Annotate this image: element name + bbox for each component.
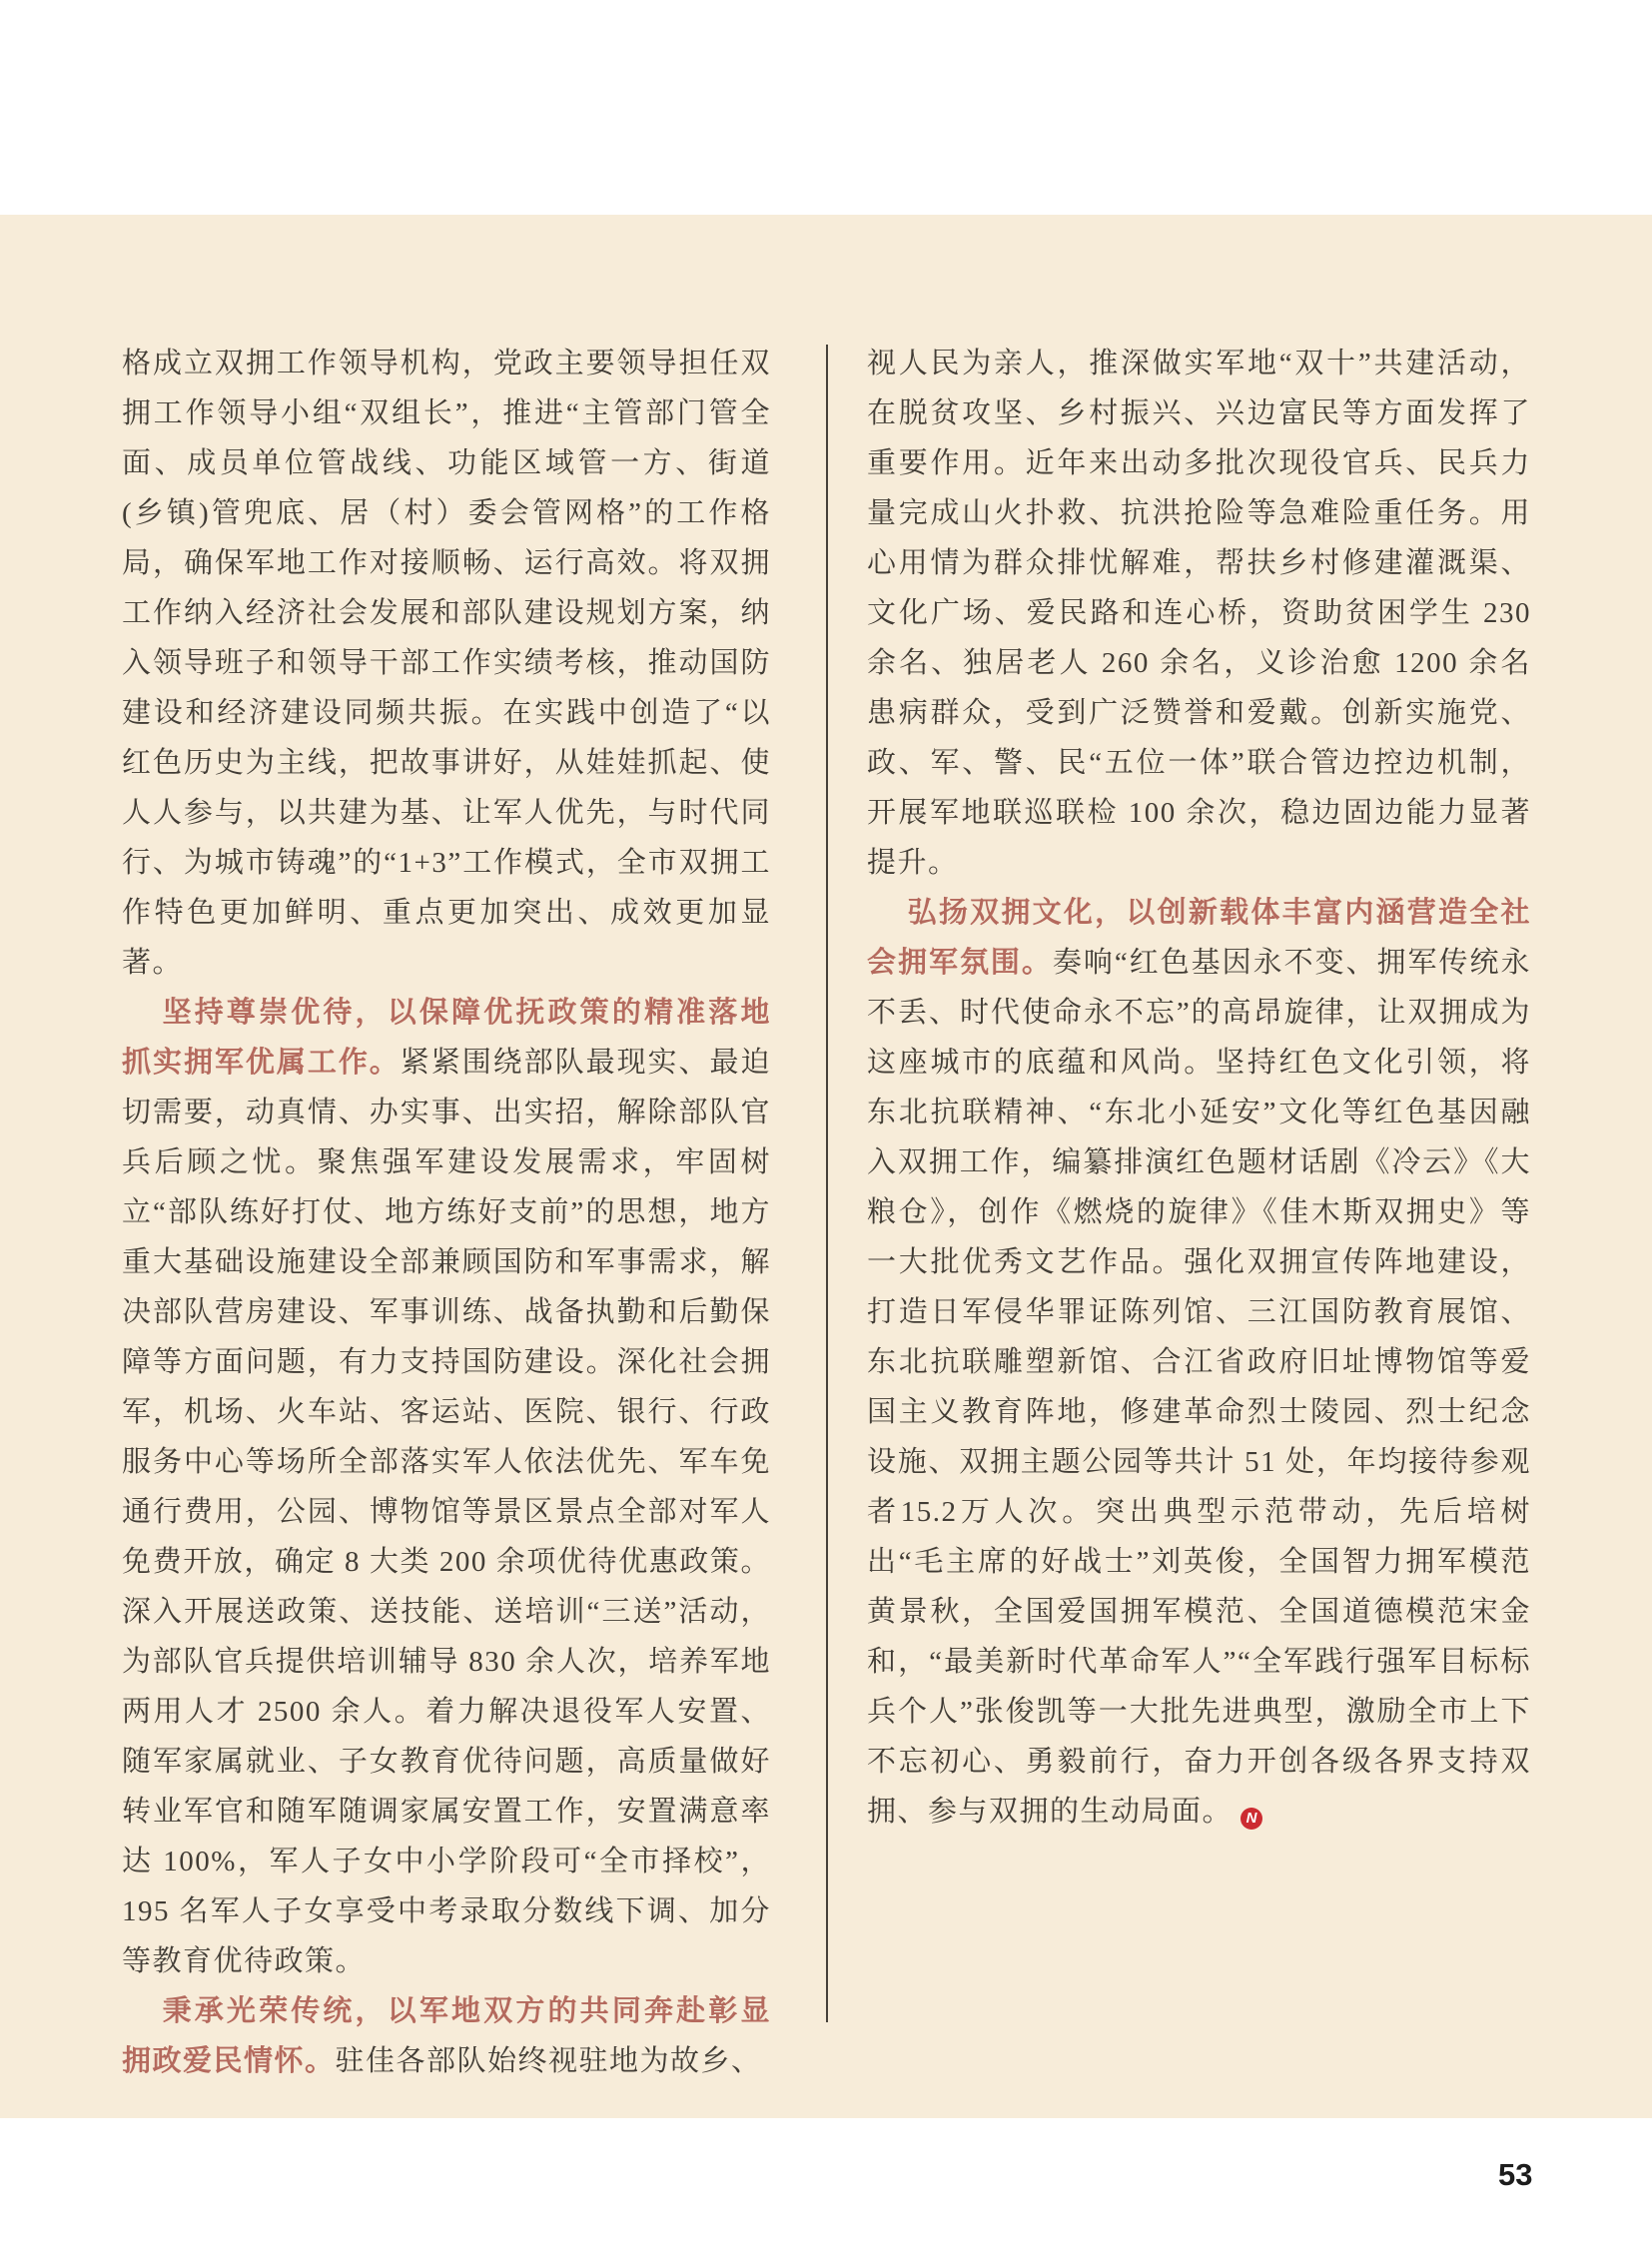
paragraph: 视人民为亲人，推深做实军地“双十”共建活动，在脱贫攻坚、乡村振兴、兴边富民等方面发挥了重要作用。近年来出动多批次现役官兵、民兵力量完成山火扑救、抗洪抢险等急难险重任务。用心用情为群众排忧解难，帮扶乡村修建灌溉渠、文化广场、爱民路和连心桥，资助贫困学生 230 余名、独居老人 260 余名，义诊治愈 1200 余名患病群众，受到广泛赞誉和爱戴。创新实施党、政、军、警、民“五位一体”联合管边控边机制，开展军地联巡联检 100 余次，稳边固边能力显著提升。 [867, 348, 1531, 879]
left-text-column [122, 339, 771, 2086]
page-number: 53 [1498, 2157, 1533, 2192]
paragraph: 弘扬双拥文化，以创新载体丰富内涵营造全社会拥军氛围。奏响“红色基因永不变、拥军传统永不丢、时代使命永不忘”的高昂旋律，让双拥成为这座城市的底蕴和风尚。坚持红色文化引领，将东北抗联精神、“东北小延安”文化等红色基因融入双拥工作，编纂排演红色题材话剧《冷云》《大粮仓》，创作《燃烧的旋律》《佳木斯双拥史》等一大批优秀文艺作品。强化双拥宣传阵地建设，打造日军侵华罪证陈列馆、三江国防教育展馆、东北抗联雕塑新馆、合江省政府旧址博物馆等爱国主义教育阵地，修建革命烈士陵园、烈士纪念设施、双拥主题公园等共计 51 处，年均接待参观者15.2万人次。突出典型示范带动，先后培树出“毛主席的好战士”刘英俊，全国智力拥军模范黄景秋，全国爱国拥军模范、全国道德模范宋金和，“最美新时代革命军人”“全军践行强军目标标兵个人”张俊凯等一大批先进典型，激励全市上下不忘初心、勇毅前行，奋力开创各级各界支持双拥、参与双拥的生动局面。 N [867, 897, 1531, 1828]
bottom-margin-band [0, 2118, 1652, 2241]
paragraph: 坚持尊崇优待，以保障优抚政策的精准落地抓实拥军优属工作。紧紧围绕部队最现实、最迫切需要，动真情、办实事、出实招，解除部队官兵后顾之忧。聚焦强军建设发展需求，牢固树立“部队练好打仗、地方练好支前”的思想，地方重大基础设施建设全部兼顾国防和军事需求，解决部队营房建设、军事训练、战备执勤和后勤保障等方面问题，有力支持国防建设。深化社会拥军，机场、火车站、客运站、医院、银行、行政服务中心等场所全部落实军人依法优先、军车免通行费用，公园、博物馆等景区景点全部对军人免费开放，确定 8 大类 200 余项优待优惠政策。深入开展送政策、送技能、送培训“三送”活动，为部队官兵提供培训辅导 830 余人次，培养军地两用人才 2500 余人。着力解决退役军人安置、随军家属就业、子女教育优待问题，高质量做好转业军官和随军随调家属安置工作，安置满意率达 100%，军人子女中小学阶段可“全市择校”，195 名军人子女享受中考录取分数线下调、加分等教育优待政策。 [122, 997, 771, 1977]
paragraph-lead-heading: 秉承光荣传统，以军地双方的共同奔赴彰显拥政爱民情怀。 [122, 1995, 771, 2077]
paragraph: 秉承光荣传统，以军地双方的共同奔赴彰显拥政爱民情怀。驻佳各部队始终视驻地为故乡、 [122, 1995, 771, 2077]
end-of-article-icon: N [1240, 1808, 1262, 1830]
paragraph-lead-heading: 弘扬双拥文化，以创新载体丰富内涵营造全社会拥军氛围。 [867, 897, 1531, 979]
top-margin-band [0, 0, 1652, 215]
right-text-column [867, 339, 1531, 1837]
paragraph: 格成立双拥工作领导机构，党政主要领导担任双拥工作领导小组“双组长”，推进“主管部门管全面、成员单位管战线、功能区域管一方、街道(乡镇)管兜底、居（村）委会管网格”的工作格局，确保军地工作对接顺畅、运行高效。将双拥工作纳入经济社会发展和部队建设规划方案，纳入领导班子和领导干部工作实绩考核，推动国防建设和经济建设同频共振。在实践中创造了“以红色历史为主线，把故事讲好，从娃娃抓起、使人人参与，以共建为基、让军人优先，与时代同行、为城市铸魂”的“1+3”工作模式，全市双拥工作特色更加鲜明、重点更加突出、成效更加显著。 [122, 348, 771, 979]
column-divider-line [826, 345, 828, 2022]
paragraph-lead-heading: 坚持尊崇优待，以保障优抚政策的精准落地抓实拥军优属工作。 [122, 997, 771, 1079]
